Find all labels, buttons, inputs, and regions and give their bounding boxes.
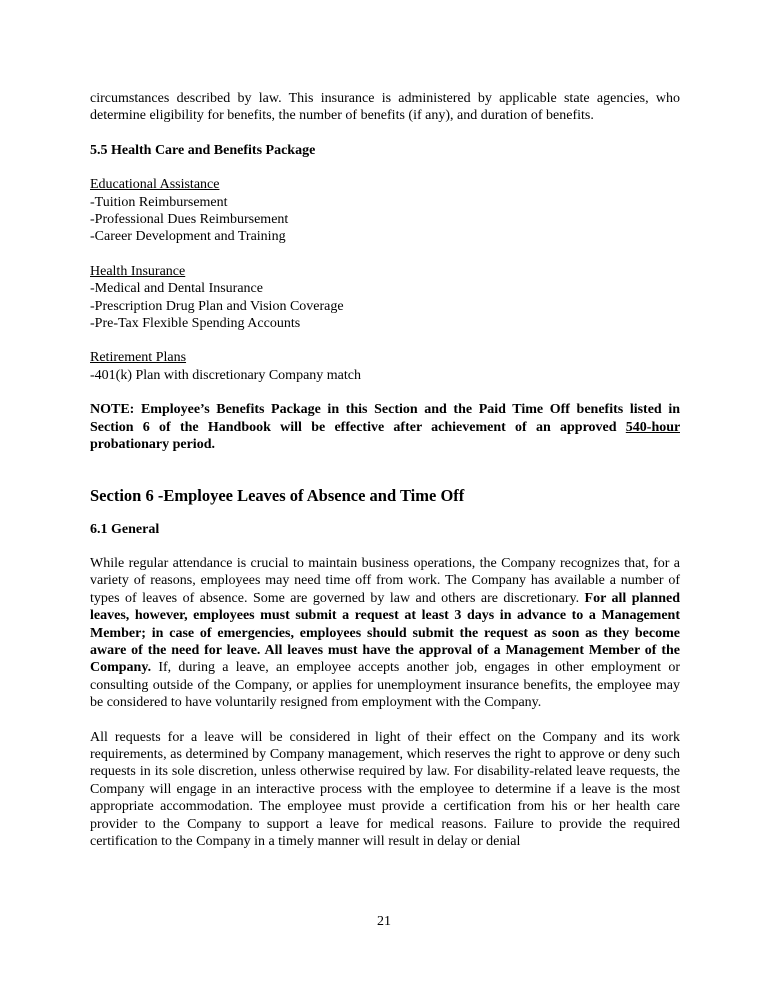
benefit-group-retirement: [90, 349, 680, 384]
benefit-item: -Career Development and Training: [90, 229, 286, 245]
intro-paragraph: circumstances described by law. This insurance is administered by applicable state agencies, who determine eligibility for benefits, the number of benefits (if any), and duration of benefits.: [90, 91, 680, 124]
benefit-item: -Prescription Drug Plan and Vision Coverage: [90, 298, 344, 314]
benefit-item: -Tuition Reimbursement: [90, 194, 228, 210]
benefit-item: -Pre-Tax Flexible Spending Accounts: [90, 316, 301, 332]
benefits-note: [90, 401, 680, 453]
benefit-item: -Medical and Dental Insurance: [90, 281, 263, 297]
paragraph-text-end: If, during a leave, an employee accepts another job, engages in other employment or consulting outside of the Company, or applies for unemployment insurance benefits, the employee may be considered to have voluntarily resigned from employment with the Company.: [90, 660, 680, 711]
benefit-group-title: Retirement Plans: [90, 350, 187, 366]
benefit-item: -401(k) Plan with discretionary Company match: [90, 367, 361, 383]
note-hours: 540-hour: [625, 419, 680, 435]
benefit-group-title: Health Insurance: [90, 263, 186, 279]
note-text: NOTE: Employee’s Benefits Package in this Section and the Paid Time Off benefits listed in Section 6 of the Handbook will be effective after achievement of an approved: [90, 402, 680, 435]
paragraph-bold-text: For all planned leaves, however, employees must submit a request at least 3 days in advance to a Management Member; in case of emergencies, employees should submit the request as soon as they become aware of the need for leave. All leaves must have the approval of a Management Member of the Company.: [90, 590, 681, 676]
section-6-1-heading: 6.1 General: [90, 521, 160, 537]
leave-paragraph-2: All requests for a leave will be considered in light of their effect on the Company and its work requirements, as determined by Company management, which reserves the right to approve or deny such requests in its sole discretion, unless otherwise required by law. For disability-related leave requests, the Company will engage in an interactive process with the employee to determine if a leave is the most appropriate accommodation. The employee must provide a certification from his or her health care provider to the Company to support a leave for medical reasons. Failure to provide the required certification to the Company in a timely manner will result in delay or denial: [90, 729, 680, 849]
section-5-5-heading: 5.5 Health Care and Benefits Package: [90, 142, 316, 158]
benefit-group-health: [90, 263, 680, 333]
leave-paragraph-1: [90, 555, 680, 712]
benefit-group-title: Educational Assistance: [90, 177, 220, 193]
paragraph-text: While regular attendance is crucial to maintain business operations, the Company recognizes that, for a variety of reasons, employees may need time off from work. The Company has available a number of types of leaves of absence. Some are governed by law and others are discretionary.: [90, 555, 680, 606]
benefit-item: -Professional Dues Reimbursement: [90, 212, 289, 228]
benefit-group-educational: [90, 176, 680, 246]
note-text-end: probationary period.: [90, 437, 215, 453]
section-6-title: Section 6 -Employee Leaves of Absence and Time Off: [90, 485, 465, 505]
page-number: 21: [377, 914, 391, 929]
document-page: [90, 90, 680, 850]
